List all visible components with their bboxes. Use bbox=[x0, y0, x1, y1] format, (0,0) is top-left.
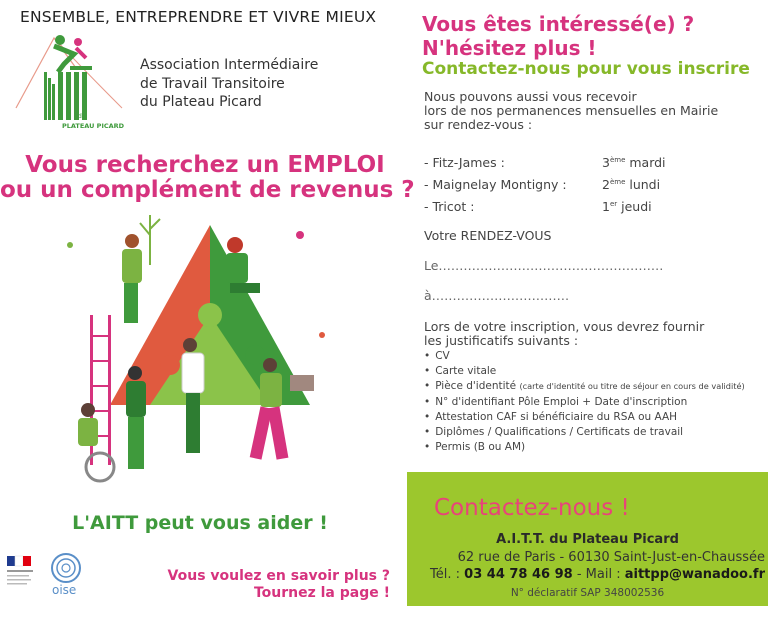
permanences-intro: Nous pouvons aussi vous recevoir lors de nos permanences mensuelles en Mairie sur rendez-vous : bbox=[424, 89, 719, 132]
document-note: (carte d'identité ou titre de séjour en cours de validité) bbox=[519, 381, 745, 392]
document-item: • Diplômes / Qualifications / Certificats de travail bbox=[424, 425, 745, 440]
documents-list bbox=[424, 320, 745, 455]
phone-mail-line: Tél. : 03 44 78 46 98 - Mail : aittpp@wanadoo.fr bbox=[430, 567, 765, 582]
republique-francaise-logo bbox=[4, 552, 38, 598]
logo-du: du bbox=[78, 113, 86, 120]
permanence-day: 2ème lundi bbox=[602, 177, 661, 192]
email-address: aittpp@wanadoo.fr bbox=[624, 567, 765, 582]
association-name: Association Intermédiaire de Travail Transitoire du Plateau Picard bbox=[140, 57, 319, 110]
permanence-day: 1er jeudi bbox=[602, 199, 652, 214]
organisation-name: A.I.T.T. du Plateau Picard bbox=[496, 532, 679, 547]
oise-label: oise bbox=[52, 583, 77, 597]
document-item: • Carte vitale bbox=[424, 364, 745, 379]
contact-subtitle: Contactez-nous pour vous inscrire bbox=[422, 59, 750, 79]
permanence-town: - Maignelay Montigny : bbox=[424, 177, 567, 192]
tagline: ENSEMBLE, ENTREPRENDRE ET VIVRE MIEUX bbox=[20, 8, 377, 26]
sap-number: N° déclaratif SAP 348002536 bbox=[510, 587, 665, 599]
document-item: • Pièce d'identité (carte d'identité ou titre de séjour en cours de validité) bbox=[424, 379, 745, 394]
rdv-place-field: à…………………………… bbox=[424, 288, 570, 303]
more-info-text: Vous voulez en savoir plus ? Tournez la page ! bbox=[167, 568, 390, 601]
oise-logo bbox=[46, 550, 86, 600]
documents-intro: Lors de votre inscription, vous devrez fournir les justificatifs suivants : bbox=[424, 319, 705, 348]
permanence-town: - Tricot : bbox=[424, 199, 475, 214]
address: 62 rue de Paris - 60130 Saint-Just-en-Chaussée bbox=[457, 550, 765, 565]
aitt-logo bbox=[14, 30, 129, 134]
permanence-day: 3ème mardi bbox=[602, 155, 666, 170]
aitt-help-text: L'AITT peut vous aider ! bbox=[72, 512, 328, 534]
rdv-label: Votre RENDEZ-VOUS bbox=[424, 228, 552, 243]
document-item: • N° d'identifiant Pôle Emploi + Date d'inscription bbox=[424, 395, 745, 410]
document-item: • Attestation CAF si bénéficiaire du RSA ou AAH bbox=[424, 410, 745, 425]
phone-number: 03 44 78 46 98 bbox=[464, 567, 573, 582]
document-item: • CV bbox=[424, 349, 745, 364]
document-item: • Permis (B ou AM) bbox=[424, 440, 745, 455]
rdv-date-field: Le……………………………………………… bbox=[424, 258, 664, 273]
logo-caption: PLATEAU PICARD bbox=[62, 122, 125, 130]
contact-box-title: Contactez-nous ! bbox=[434, 495, 630, 521]
puzzle-illustration bbox=[50, 205, 350, 500]
interest-title: Vous êtes intéressé(e) ? N'hésitez plus ! bbox=[422, 12, 695, 60]
headline: Vous recherchez un EMPLOI ou un complément de revenus ? bbox=[0, 152, 415, 203]
permanence-town: - Fitz-James : bbox=[424, 155, 505, 170]
